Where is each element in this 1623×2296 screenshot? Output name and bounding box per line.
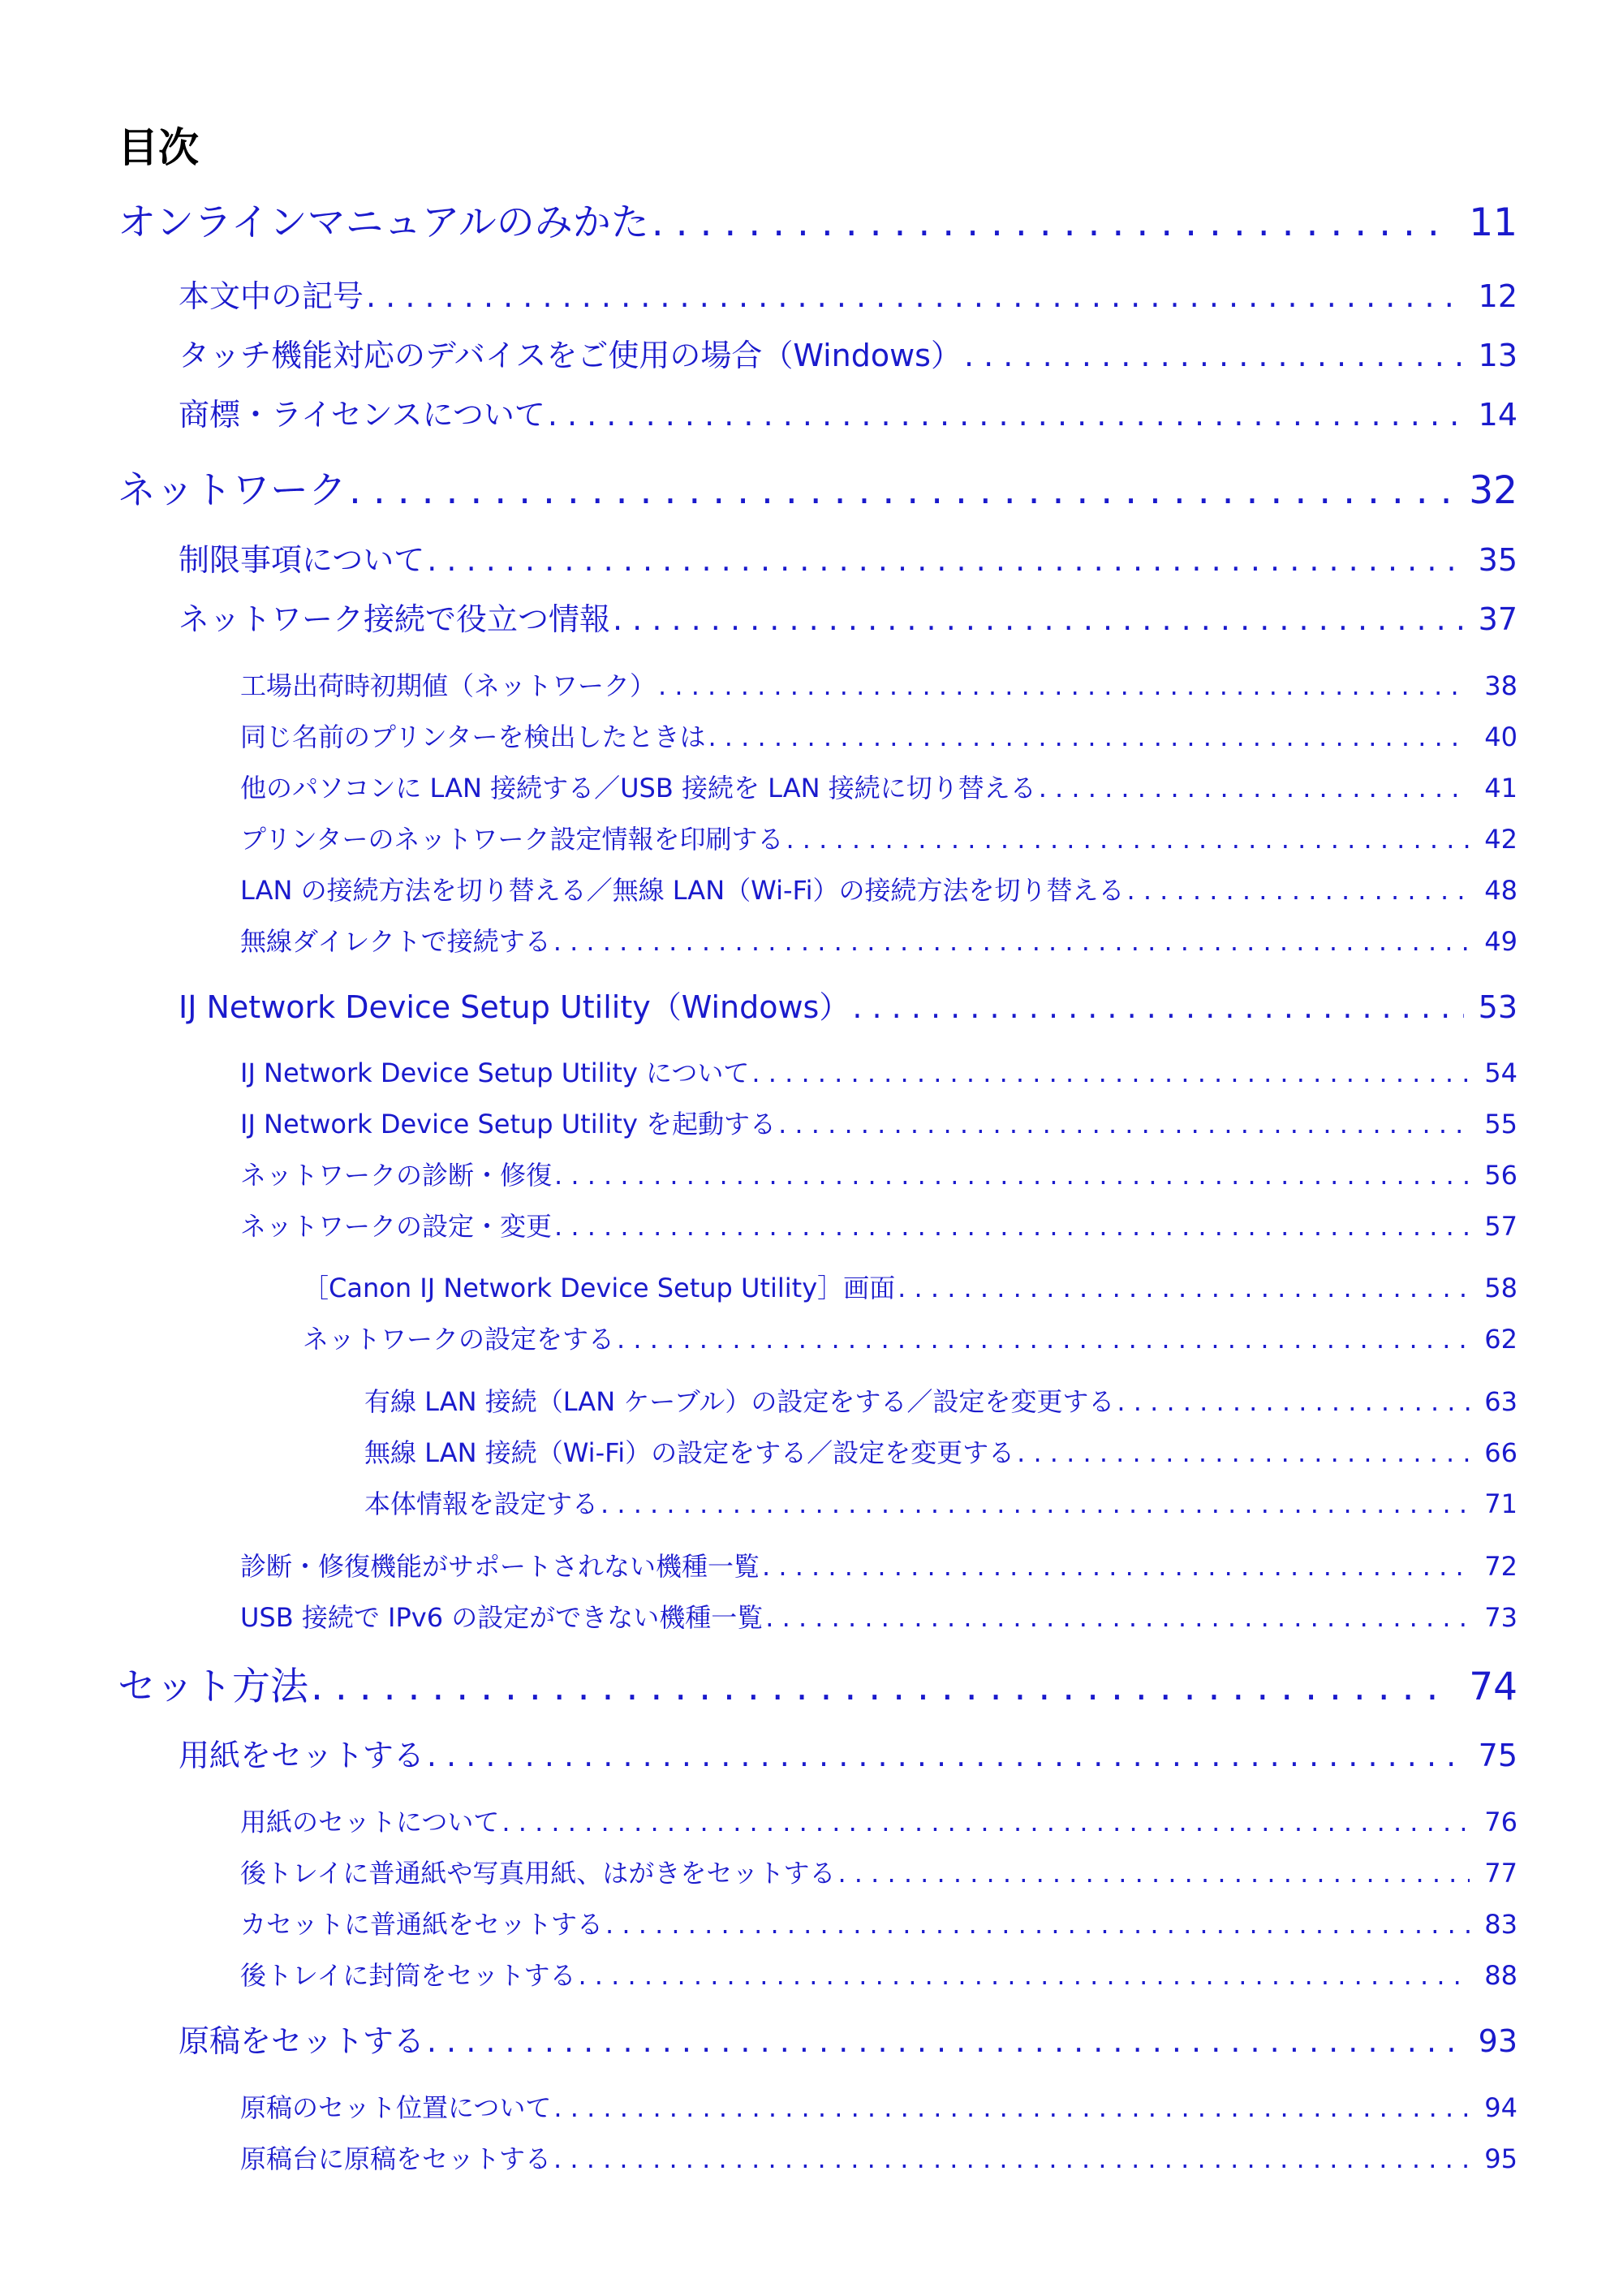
- dot-leader: [424, 1735, 1464, 1776]
- toc-entry-level3[interactable]: [240, 1209, 1518, 1243]
- toc-entry-level3[interactable]: [240, 2091, 1518, 2125]
- toc-page-number: 62: [1484, 1324, 1518, 1355]
- toc-page-number: 42: [1484, 824, 1518, 855]
- dot-leader: [835, 1856, 1470, 1890]
- toc-entry-level2[interactable]: [179, 987, 1518, 1027]
- dot-leader: [551, 2091, 1470, 2125]
- toc-page-number: 77: [1484, 1858, 1518, 1889]
- toc-entry-level5[interactable]: [364, 1385, 1518, 1419]
- toc-entry-label: 原稿をセットする: [179, 2023, 424, 2059]
- toc-entry-level3[interactable]: [240, 1549, 1518, 1583]
- toc-entry-label: カセットに普通紙をセットする: [240, 1909, 604, 1940]
- toc-entry-label: 無線ダイレクトで接続する: [240, 926, 551, 957]
- dot-leader: [1114, 1385, 1470, 1419]
- toc-page-number: 66: [1484, 1437, 1518, 1468]
- toc-entry-level2[interactable]: [179, 276, 1518, 317]
- toc-entry-level2[interactable]: [179, 394, 1518, 435]
- dot-leader: [850, 987, 1463, 1027]
- toc-entry-level3[interactable]: [240, 1056, 1518, 1090]
- toc-page-number: 71: [1484, 1488, 1518, 1519]
- dot-leader: [575, 1958, 1470, 1992]
- toc-entry-level1[interactable]: [118, 467, 1518, 515]
- toc-entry-level3[interactable]: [240, 822, 1518, 856]
- toc-entry-label: ネットワークの設定・変更: [240, 1211, 553, 1242]
- dot-leader: [763, 1600, 1470, 1635]
- toc-entry-level3[interactable]: [240, 2142, 1518, 2176]
- toc-page-number: 13: [1478, 338, 1518, 373]
- dot-leader: [598, 1487, 1470, 1521]
- toc-entry-label: プリンターのネットワーク設定情報を印刷する: [240, 824, 784, 855]
- toc-page-number: 88: [1484, 1960, 1518, 1991]
- toc-entry-level3[interactable]: [240, 873, 1518, 907]
- dot-leader: [656, 669, 1470, 703]
- toc-entry-label: ネットワーク接続で役立つ情報: [179, 601, 611, 637]
- toc-page-number: 35: [1478, 542, 1518, 578]
- toc-page-number: 75: [1478, 1738, 1518, 1773]
- dot-leader: [1124, 873, 1470, 907]
- toc-page-number: 12: [1478, 278, 1518, 314]
- dot-leader: [551, 924, 1470, 958]
- dot-leader: [1036, 771, 1470, 805]
- toc-entry-label: 無線 LAN 接続（Wi-Fi）の設定をする／設定を変更する: [364, 1437, 1015, 1468]
- toc-entry-level3[interactable]: [240, 1805, 1518, 1839]
- toc-entry-label: 商標・ライセンスについて: [179, 397, 545, 433]
- toc-page-number: 14: [1478, 397, 1518, 433]
- dot-leader: [424, 540, 1463, 580]
- toc-page-number: 74: [1469, 1665, 1518, 1709]
- toc-entry-label: LAN の接続方法を切り替える／無線 LAN（Wi-Fi）の接続方法を切り替える: [240, 875, 1125, 906]
- toc-entry-level5[interactable]: [364, 1436, 1518, 1470]
- toc-entry-label: ネットワークの設定をする: [303, 1324, 615, 1355]
- toc-entry-level2[interactable]: [179, 599, 1518, 640]
- toc-page-number: 57: [1484, 1211, 1518, 1242]
- dot-leader: [551, 2142, 1470, 2176]
- toc-entry-label: IJ Network Device Setup Utility について: [240, 1058, 750, 1088]
- toc-page-number: 63: [1484, 1386, 1518, 1417]
- toc-entry-level3[interactable]: [240, 1107, 1518, 1141]
- toc-page-number: 37: [1478, 601, 1518, 637]
- toc-entry-level3[interactable]: [240, 1856, 1518, 1890]
- toc-entry-level3[interactable]: [240, 1158, 1518, 1192]
- dot-leader: [705, 720, 1470, 754]
- toc-entry-label: セット方法: [118, 1665, 308, 1709]
- toc-page-number: 40: [1484, 722, 1518, 752]
- toc-entry-level3[interactable]: [240, 924, 1518, 958]
- toc-page-number: 93: [1478, 2023, 1518, 2059]
- dot-leader: [610, 599, 1464, 640]
- toc-entry-label: 制限事項について: [179, 542, 425, 578]
- toc-entry-label: 用紙のセットについて: [240, 1807, 500, 1837]
- toc-page-number: 11: [1469, 200, 1518, 245]
- toc-entry-label: 有線 LAN 接続（LAN ケーブル）の設定をする／設定を変更する: [364, 1386, 1115, 1417]
- toc-entry-label: 後トレイに普通紙や写真用紙、はがきをセットする: [240, 1858, 836, 1889]
- toc-entry-label: 本体情報を設定する: [364, 1488, 599, 1519]
- toc-entry-level2[interactable]: [179, 2021, 1518, 2061]
- dot-leader: [962, 335, 1464, 376]
- dot-leader: [1014, 1436, 1470, 1470]
- toc-entry-label: 原稿のセット位置について: [240, 2092, 552, 2123]
- toc-entry-label: 原稿台に原稿をセットする: [240, 2143, 552, 2174]
- toc-page-number: 58: [1484, 1273, 1518, 1303]
- toc-entry-level4[interactable]: [303, 1322, 1518, 1356]
- toc-entry-label: 他のパソコンに LAN 接続する／USB 接続を LAN 接続に切り替える: [240, 773, 1036, 803]
- toc-page-number: 53: [1478, 989, 1518, 1025]
- toc-entry-level3[interactable]: [240, 1907, 1518, 1941]
- toc-entry-level3[interactable]: [240, 1958, 1518, 1992]
- toc-page-number: 41: [1484, 773, 1518, 803]
- toc-entry-label: 同じ名前のプリンターを検出したときは: [240, 722, 706, 752]
- dot-leader: [308, 1663, 1454, 1712]
- dot-leader: [649, 199, 1454, 248]
- toc-entry-level5[interactable]: [364, 1487, 1518, 1521]
- toc-entry-label: USB 接続で IPv6 の設定ができない機種一覧: [240, 1602, 764, 1633]
- toc-entry-label: IJ Network Device Setup Utility（Windows）: [179, 989, 850, 1025]
- toc-entry-level2[interactable]: [179, 540, 1518, 580]
- dot-leader: [603, 1907, 1470, 1941]
- toc-page-number: 32: [1469, 468, 1518, 513]
- toc-page-number: 48: [1484, 875, 1518, 906]
- dot-leader: [749, 1056, 1470, 1090]
- dot-leader: [499, 1805, 1470, 1839]
- toc-entry-label: IJ Network Device Setup Utility を起動する: [240, 1109, 777, 1139]
- toc-page-number: 95: [1484, 2143, 1518, 2174]
- toc-entry-level3[interactable]: [240, 669, 1518, 703]
- dot-leader: [545, 394, 1464, 435]
- toc-page-number: 55: [1484, 1109, 1518, 1139]
- toc-entry-label: 工場出荷時初期値（ネットワーク）: [240, 670, 657, 701]
- toc-page-number: 73: [1484, 1602, 1518, 1633]
- toc-page-number: 56: [1484, 1160, 1518, 1191]
- toc-page-number: 38: [1484, 670, 1518, 701]
- toc-entry-label: ［Canon IJ Network Device Setup Utility］画面: [303, 1273, 896, 1303]
- dot-leader: [347, 467, 1454, 515]
- dot-leader: [364, 276, 1464, 317]
- toc-page-number: 49: [1484, 926, 1518, 957]
- dot-leader: [776, 1107, 1470, 1141]
- page-title: 目次: [118, 124, 199, 171]
- dot-leader: [424, 2021, 1464, 2061]
- toc-entry-label: 診断・修復機能がサポートされない機種一覧: [240, 1551, 760, 1582]
- toc-page-number: 94: [1484, 2092, 1518, 2123]
- toc-entry-label: 本文中の記号: [179, 278, 364, 314]
- dot-leader: [783, 822, 1470, 856]
- toc-entry-level1[interactable]: [118, 1663, 1518, 1712]
- toc-entry-level3[interactable]: [240, 720, 1518, 754]
- toc-page-number: 54: [1484, 1058, 1518, 1088]
- dot-leader: [552, 1209, 1470, 1243]
- toc-entry-level4[interactable]: [303, 1271, 1518, 1305]
- toc-entry-label: タッチ機能対応のデバイスをご使用の場合（Windows）: [179, 338, 962, 373]
- toc-entry-level2[interactable]: [179, 1735, 1518, 1776]
- toc-entry-label: 用紙をセットする: [179, 1738, 424, 1773]
- dot-leader: [895, 1271, 1470, 1305]
- toc-entry-level3[interactable]: [240, 1600, 1518, 1635]
- toc-page-number: 83: [1484, 1909, 1518, 1940]
- toc-entry-level1[interactable]: [118, 199, 1518, 248]
- toc-entry-label: 後トレイに封筒をセットする: [240, 1960, 576, 1991]
- toc-entry-label: ネットワーク: [118, 468, 347, 513]
- dot-leader: [760, 1549, 1470, 1583]
- toc-entry-level3[interactable]: [240, 771, 1518, 805]
- toc-entry-level2[interactable]: [179, 335, 1518, 376]
- toc-entry-label: ネットワークの診断・修復: [240, 1160, 553, 1191]
- toc-page-number: 76: [1484, 1807, 1518, 1837]
- toc-entry-label: オンラインマニュアルのみかた: [118, 200, 649, 245]
- dot-leader: [552, 1158, 1470, 1192]
- dot-leader: [614, 1322, 1470, 1356]
- toc-page-number: 72: [1484, 1551, 1518, 1582]
